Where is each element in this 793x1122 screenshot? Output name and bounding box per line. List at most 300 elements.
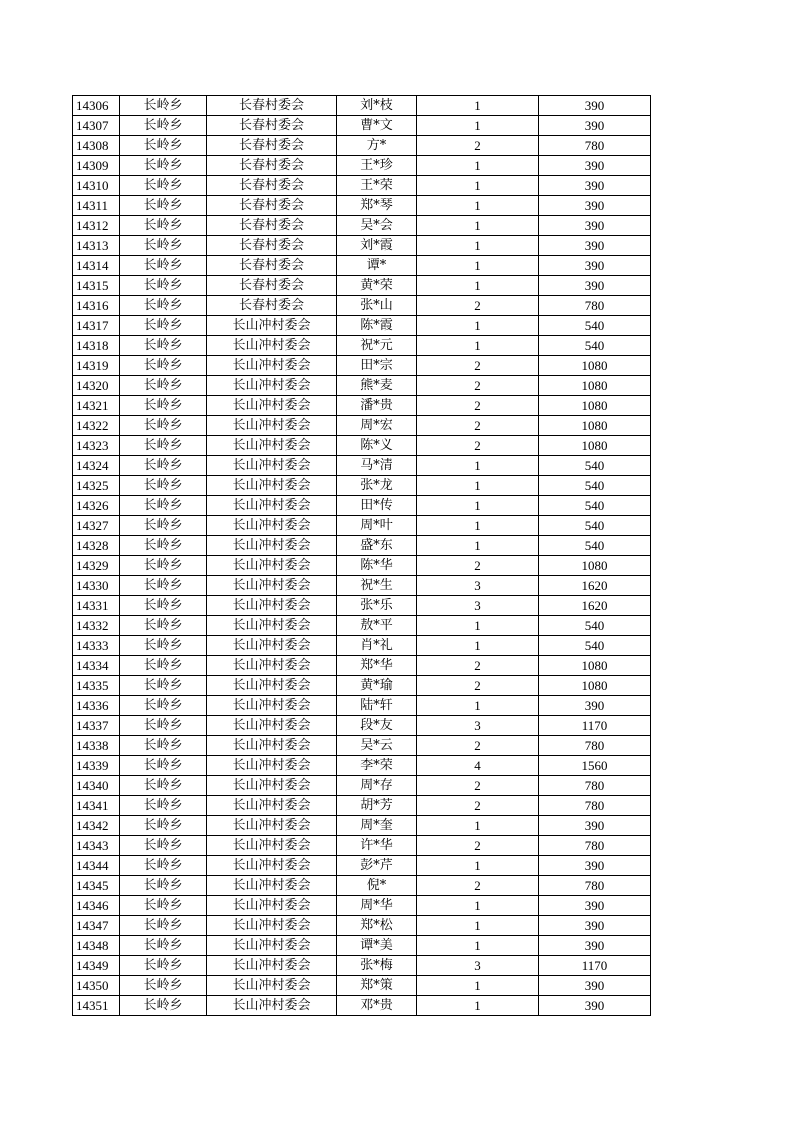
cell-village: 长山冲村委会 [207,736,337,756]
cell-id: 14309 [73,156,120,176]
cell-village: 长春村委会 [207,96,337,116]
cell-village: 长山冲村委会 [207,676,337,696]
cell-amount: 540 [539,636,651,656]
cell-count: 3 [417,956,539,976]
table-row [73,216,651,236]
cell-count: 1 [417,236,539,256]
cell-village: 长山冲村委会 [207,816,337,836]
cell-town: 长岭乡 [120,456,207,476]
cell-village: 长山冲村委会 [207,956,337,976]
cell-count: 2 [417,136,539,156]
cell-name: 彭*芹 [337,856,417,876]
table-row [73,136,651,156]
data-table [72,95,651,1016]
cell-amount: 390 [539,156,651,176]
cell-amount: 390 [539,896,651,916]
cell-amount: 540 [539,456,651,476]
cell-amount: 540 [539,476,651,496]
cell-name: 胡*芳 [337,796,417,816]
table-row [73,816,651,836]
cell-name: 陈*华 [337,556,417,576]
cell-name: 祝*生 [337,576,417,596]
cell-village: 长春村委会 [207,216,337,236]
cell-village: 长山冲村委会 [207,916,337,936]
cell-amount: 390 [539,916,651,936]
cell-town: 长岭乡 [120,216,207,236]
cell-town: 长岭乡 [120,596,207,616]
cell-town: 长岭乡 [120,616,207,636]
cell-town: 长岭乡 [120,196,207,216]
cell-id: 14340 [73,776,120,796]
cell-id: 14347 [73,916,120,936]
cell-amount: 390 [539,816,651,836]
cell-name: 黄*荣 [337,276,417,296]
cell-count: 1 [417,636,539,656]
cell-name: 周*存 [337,776,417,796]
cell-id: 14326 [73,496,120,516]
cell-id: 14321 [73,396,120,416]
cell-count: 1 [417,936,539,956]
cell-village: 长春村委会 [207,176,337,196]
cell-count: 1 [417,476,539,496]
table-row [73,96,651,116]
cell-amount: 390 [539,216,651,236]
cell-count: 1 [417,156,539,176]
cell-village: 长春村委会 [207,156,337,176]
cell-village: 长山冲村委会 [207,696,337,716]
cell-name: 吴*会 [337,216,417,236]
cell-count: 1 [417,696,539,716]
cell-id: 14311 [73,196,120,216]
cell-count: 2 [417,876,539,896]
cell-name: 周*奎 [337,816,417,836]
cell-count: 1 [417,516,539,536]
cell-id: 14313 [73,236,120,256]
cell-amount: 1170 [539,716,651,736]
cell-count: 2 [417,836,539,856]
cell-amount: 390 [539,196,651,216]
cell-town: 长岭乡 [120,656,207,676]
cell-id: 14310 [73,176,120,196]
cell-count: 2 [417,376,539,396]
cell-name: 曹*文 [337,116,417,136]
cell-village: 长春村委会 [207,276,337,296]
table-row [73,456,651,476]
cell-id: 14307 [73,116,120,136]
cell-id: 14344 [73,856,120,876]
cell-amount: 390 [539,936,651,956]
cell-count: 1 [417,916,539,936]
cell-amount: 1080 [539,376,651,396]
table-row [73,576,651,596]
table-row [73,236,651,256]
cell-town: 长岭乡 [120,576,207,596]
cell-town: 长岭乡 [120,816,207,836]
cell-town: 长岭乡 [120,396,207,416]
cell-name: 李*荣 [337,756,417,776]
cell-village: 长山冲村委会 [207,996,337,1016]
cell-id: 14348 [73,936,120,956]
cell-id: 14324 [73,456,120,476]
cell-town: 长岭乡 [120,176,207,196]
cell-amount: 780 [539,136,651,156]
cell-amount: 390 [539,976,651,996]
cell-id: 14345 [73,876,120,896]
cell-name: 田*宗 [337,356,417,376]
cell-count: 1 [417,976,539,996]
table-row [73,696,651,716]
table-row [73,556,651,576]
table-row [73,656,651,676]
table-row [73,156,651,176]
cell-village: 长山冲村委会 [207,716,337,736]
cell-name: 陈*霞 [337,316,417,336]
cell-id: 14337 [73,716,120,736]
cell-amount: 390 [539,856,651,876]
cell-name: 张*乐 [337,596,417,616]
table-row [73,596,651,616]
table-row [73,356,651,376]
cell-amount: 1080 [539,556,651,576]
cell-village: 长山冲村委会 [207,336,337,356]
table-row [73,396,651,416]
cell-village: 长山冲村委会 [207,796,337,816]
table-row [73,976,651,996]
cell-amount: 390 [539,176,651,196]
cell-amount: 540 [539,496,651,516]
cell-amount: 1080 [539,676,651,696]
cell-amount: 540 [539,536,651,556]
cell-amount: 390 [539,696,651,716]
cell-name: 张*梅 [337,956,417,976]
cell-count: 2 [417,296,539,316]
cell-town: 长岭乡 [120,916,207,936]
cell-count: 2 [417,396,539,416]
cell-town: 长岭乡 [120,796,207,816]
table-row [73,716,651,736]
cell-amount: 780 [539,836,651,856]
cell-count: 1 [417,176,539,196]
cell-id: 14319 [73,356,120,376]
cell-amount: 1080 [539,436,651,456]
cell-amount: 540 [539,336,651,356]
table-row [73,436,651,456]
cell-town: 长岭乡 [120,116,207,136]
cell-id: 14334 [73,656,120,676]
cell-id: 14329 [73,556,120,576]
cell-village: 长山冲村委会 [207,636,337,656]
cell-count: 2 [417,556,539,576]
cell-name: 潘*贵 [337,396,417,416]
cell-town: 长岭乡 [120,376,207,396]
cell-town: 长岭乡 [120,316,207,336]
cell-name: 周*叶 [337,516,417,536]
cell-town: 长岭乡 [120,516,207,536]
cell-town: 长岭乡 [120,536,207,556]
table-row [73,496,651,516]
cell-town: 长岭乡 [120,836,207,856]
cell-amount: 540 [539,616,651,636]
cell-name: 周*宏 [337,416,417,436]
cell-count: 3 [417,596,539,616]
cell-id: 14346 [73,896,120,916]
table-body [73,96,651,1016]
cell-count: 1 [417,96,539,116]
cell-id: 14308 [73,136,120,156]
cell-town: 长岭乡 [120,496,207,516]
table-row [73,756,651,776]
cell-name: 陆*轩 [337,696,417,716]
table-row [73,516,651,536]
cell-village: 长山冲村委会 [207,616,337,636]
cell-amount: 390 [539,236,651,256]
cell-count: 1 [417,256,539,276]
cell-count: 3 [417,716,539,736]
cell-town: 长岭乡 [120,276,207,296]
cell-id: 14331 [73,596,120,616]
cell-village: 长山冲村委会 [207,316,337,336]
table-row [73,916,651,936]
cell-id: 14351 [73,996,120,1016]
cell-id: 14335 [73,676,120,696]
cell-town: 长岭乡 [120,476,207,496]
cell-id: 14339 [73,756,120,776]
cell-amount: 390 [539,116,651,136]
cell-amount: 1620 [539,576,651,596]
table-row [73,276,651,296]
cell-town: 长岭乡 [120,956,207,976]
cell-count: 1 [417,816,539,836]
cell-id: 14336 [73,696,120,716]
cell-town: 长岭乡 [120,636,207,656]
cell-id: 14306 [73,96,120,116]
cell-count: 1 [417,216,539,236]
cell-town: 长岭乡 [120,936,207,956]
cell-name: 盛*东 [337,536,417,556]
cell-name: 熊*麦 [337,376,417,396]
cell-town: 长岭乡 [120,996,207,1016]
cell-town: 长岭乡 [120,156,207,176]
cell-village: 长山冲村委会 [207,656,337,676]
cell-name: 王*珍 [337,156,417,176]
cell-name: 郑*华 [337,656,417,676]
cell-name: 谭*美 [337,936,417,956]
cell-name: 郑*琴 [337,196,417,216]
cell-village: 长春村委会 [207,116,337,136]
table-row [73,176,651,196]
cell-count: 2 [417,436,539,456]
cell-name: 吴*云 [337,736,417,756]
cell-name: 倪* [337,876,417,896]
cell-town: 长岭乡 [120,876,207,896]
cell-name: 敖*平 [337,616,417,636]
cell-amount: 390 [539,96,651,116]
cell-count: 1 [417,116,539,136]
table-row [73,896,651,916]
cell-village: 长春村委会 [207,256,337,276]
table-row [73,636,651,656]
cell-town: 长岭乡 [120,296,207,316]
cell-id: 14327 [73,516,120,536]
table-row [73,676,651,696]
cell-village: 长山冲村委会 [207,896,337,916]
cell-village: 长春村委会 [207,196,337,216]
cell-id: 14349 [73,956,120,976]
cell-id: 14315 [73,276,120,296]
cell-village: 长山冲村委会 [207,516,337,536]
cell-count: 2 [417,676,539,696]
cell-id: 14325 [73,476,120,496]
cell-village: 长山冲村委会 [207,576,337,596]
table-row [73,836,651,856]
cell-id: 14314 [73,256,120,276]
cell-village: 长山冲村委会 [207,596,337,616]
cell-town: 长岭乡 [120,136,207,156]
cell-town: 长岭乡 [120,696,207,716]
cell-town: 长岭乡 [120,976,207,996]
cell-village: 长山冲村委会 [207,356,337,376]
cell-name: 郑*策 [337,976,417,996]
cell-count: 1 [417,616,539,636]
table-row [73,856,651,876]
cell-name: 谭* [337,256,417,276]
cell-town: 长岭乡 [120,896,207,916]
cell-id: 14323 [73,436,120,456]
cell-town: 长岭乡 [120,96,207,116]
cell-name: 张*龙 [337,476,417,496]
cell-town: 长岭乡 [120,776,207,796]
cell-amount: 780 [539,296,651,316]
cell-name: 周*华 [337,896,417,916]
cell-id: 14317 [73,316,120,336]
cell-amount: 540 [539,516,651,536]
cell-town: 长岭乡 [120,716,207,736]
table-row [73,196,651,216]
cell-name: 方* [337,136,417,156]
table-row [73,796,651,816]
cell-name: 段*友 [337,716,417,736]
cell-count: 4 [417,756,539,776]
cell-count: 1 [417,996,539,1016]
cell-count: 1 [417,316,539,336]
cell-id: 14328 [73,536,120,556]
cell-village: 长山冲村委会 [207,936,337,956]
table-row [73,336,651,356]
cell-village: 长山冲村委会 [207,476,337,496]
table-row [73,996,651,1016]
cell-town: 长岭乡 [120,416,207,436]
cell-village: 长春村委会 [207,136,337,156]
cell-name: 陈*义 [337,436,417,456]
table-row [73,536,651,556]
cell-village: 长山冲村委会 [207,376,337,396]
table-row [73,376,651,396]
cell-amount: 1080 [539,356,651,376]
cell-name: 邓*贵 [337,996,417,1016]
table-row [73,776,651,796]
table-row [73,416,651,436]
cell-village: 长山冲村委会 [207,756,337,776]
cell-amount: 1080 [539,416,651,436]
cell-village: 长山冲村委会 [207,976,337,996]
cell-id: 14318 [73,336,120,356]
cell-amount: 390 [539,996,651,1016]
cell-amount: 780 [539,776,651,796]
cell-count: 3 [417,576,539,596]
cell-village: 长山冲村委会 [207,536,337,556]
cell-town: 长岭乡 [120,256,207,276]
cell-count: 2 [417,776,539,796]
cell-id: 14333 [73,636,120,656]
cell-town: 长岭乡 [120,676,207,696]
cell-village: 长春村委会 [207,296,337,316]
cell-count: 1 [417,276,539,296]
cell-count: 1 [417,196,539,216]
table-row [73,956,651,976]
cell-town: 长岭乡 [120,336,207,356]
table-row [73,736,651,756]
cell-amount: 780 [539,876,651,896]
cell-village: 长山冲村委会 [207,876,337,896]
cell-id: 14341 [73,796,120,816]
table-row [73,936,651,956]
cell-count: 1 [417,456,539,476]
cell-name: 王*荣 [337,176,417,196]
cell-id: 14332 [73,616,120,636]
cell-village: 长春村委会 [207,236,337,256]
cell-town: 长岭乡 [120,736,207,756]
cell-count: 2 [417,736,539,756]
cell-id: 14320 [73,376,120,396]
cell-count: 1 [417,536,539,556]
cell-name: 黄*瑜 [337,676,417,696]
cell-id: 14343 [73,836,120,856]
cell-name: 张*山 [337,296,417,316]
cell-id: 14322 [73,416,120,436]
cell-count: 2 [417,796,539,816]
cell-amount: 390 [539,256,651,276]
cell-count: 2 [417,656,539,676]
cell-name: 刘*枝 [337,96,417,116]
cell-village: 长山冲村委会 [207,496,337,516]
cell-id: 14350 [73,976,120,996]
cell-village: 长山冲村委会 [207,556,337,576]
cell-town: 长岭乡 [120,756,207,776]
cell-village: 长山冲村委会 [207,436,337,456]
cell-village: 长山冲村委会 [207,416,337,436]
cell-count: 1 [417,496,539,516]
cell-town: 长岭乡 [120,356,207,376]
table-row [73,316,651,336]
table-row [73,876,651,896]
cell-town: 长岭乡 [120,556,207,576]
cell-amount: 1620 [539,596,651,616]
cell-count: 1 [417,856,539,876]
table-row [73,256,651,276]
cell-amount: 540 [539,316,651,336]
cell-amount: 780 [539,796,651,816]
cell-id: 14312 [73,216,120,236]
cell-name: 刘*霞 [337,236,417,256]
cell-count: 2 [417,356,539,376]
cell-village: 长山冲村委会 [207,776,337,796]
table-row [73,616,651,636]
cell-name: 许*华 [337,836,417,856]
cell-id: 14316 [73,296,120,316]
cell-name: 田*传 [337,496,417,516]
table-row [73,476,651,496]
table-row [73,116,651,136]
